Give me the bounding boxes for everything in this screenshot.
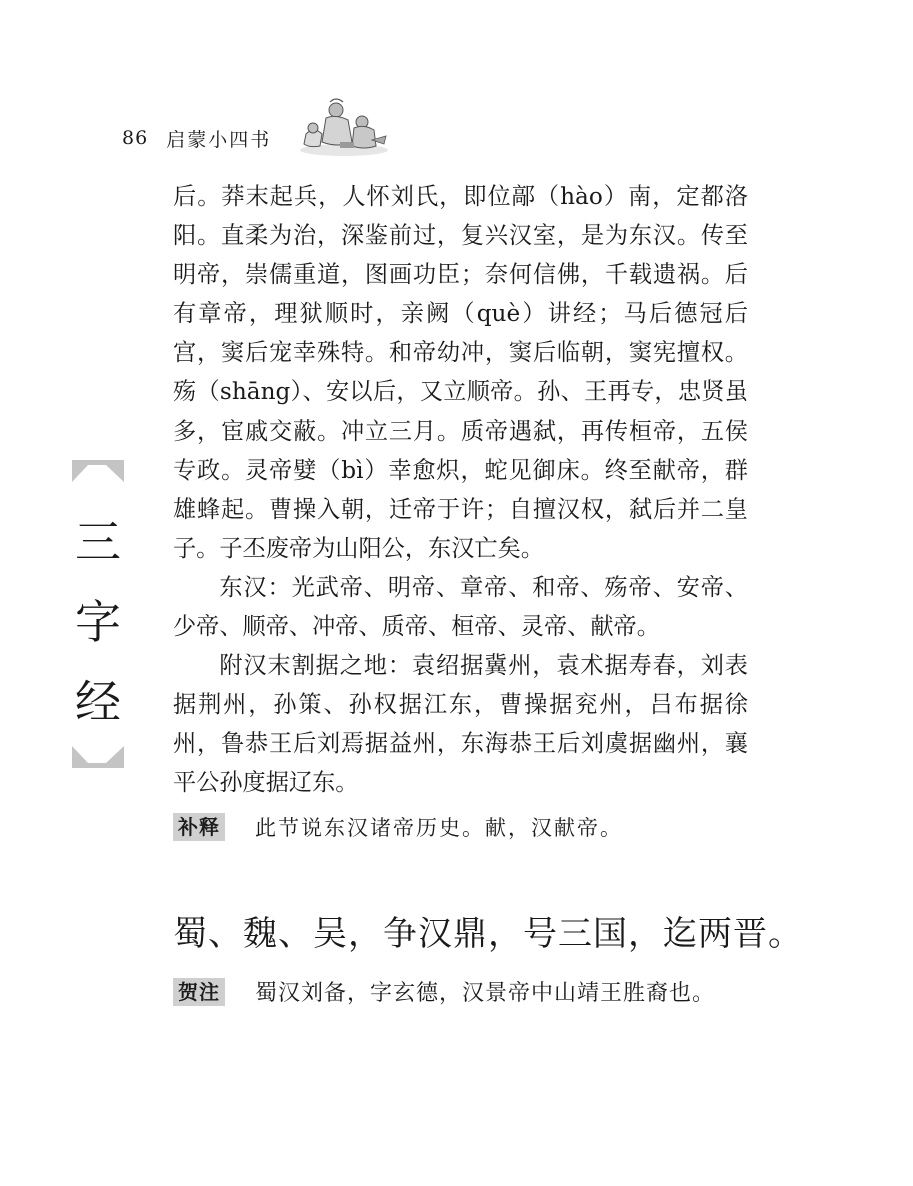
side-title-bottom-bracket-icon — [72, 740, 124, 768]
body-paragraph-history: 后。莽末起兵，人怀刘氏，即位鄗（hào）南，定都洛阳。直柔为治，深鉴前过，复兴汉室，是为东汉。传至明帝，崇儒重道，图画功臣；奈何信佛，千载遗祸。后有章帝，理狱顺时，亲阙（què）讲经；马后德冠后宫，窦后宠幸殊特。和帝幼冲，窦后临朝，窦宪擅权。殇（shāng）、安以后，又立顺帝。孙、王再专，忠贤虽多，宦戚交蔽。冲立三月。质帝遇弑，再传桓帝，五侯专政。灵帝嬖（bì）幸愈炽，蛇见御床。终至献帝，群雄蜂起。曹操入朝，迁帝于许；自擅汉权，弑后并二皇子。子丕废帝为山阳公，东汉亡矣。 — [173, 183, 748, 562]
commentary-text: 蜀汉刘备，字玄德，汉景帝中山靖王胜裔也。 — [255, 981, 716, 1006]
side-title-char-1: 三 — [75, 515, 121, 569]
page-number: 86 — [122, 127, 149, 149]
supplement-note — [173, 812, 623, 842]
side-title-chars — [72, 502, 124, 742]
book-title: 启蒙小四书 — [166, 128, 272, 151]
commentary-label: 贺注 — [173, 978, 225, 1006]
scholar-figures-illustration-icon — [296, 96, 392, 158]
side-title-char-3: 经 — [75, 675, 121, 729]
running-header — [122, 118, 271, 158]
body-paragraph-emperor-list: 东汉：光武帝、明帝、章帝、和帝、殇帝、安帝、少帝、顺帝、冲帝、质帝、桓帝、灵帝、献帝。 — [173, 573, 748, 641]
supplement-label: 补释 — [173, 813, 225, 841]
side-title — [72, 460, 124, 768]
side-title-char-2: 字 — [75, 595, 121, 649]
body-text — [173, 177, 748, 803]
supplement-text: 此节说东汉诸帝历史。献，汉献帝。 — [255, 816, 623, 840]
commentary-note — [173, 976, 715, 1007]
verse-line: 蜀、魏、吴，争汉鼎，号三国，迄两晋。 — [173, 914, 803, 954]
side-title-top-bracket-icon — [72, 460, 124, 488]
body-paragraph-warlord-territories: 附汉末割据之地：袁绍据冀州，袁术据寿春，刘表据荆州，孙策、孙权据江东，曹操据兖州，吕布据徐州，鲁恭王后刘焉据益州，东海恭王后刘虞据幽州，襄平公孙度据辽东。 — [173, 652, 748, 797]
